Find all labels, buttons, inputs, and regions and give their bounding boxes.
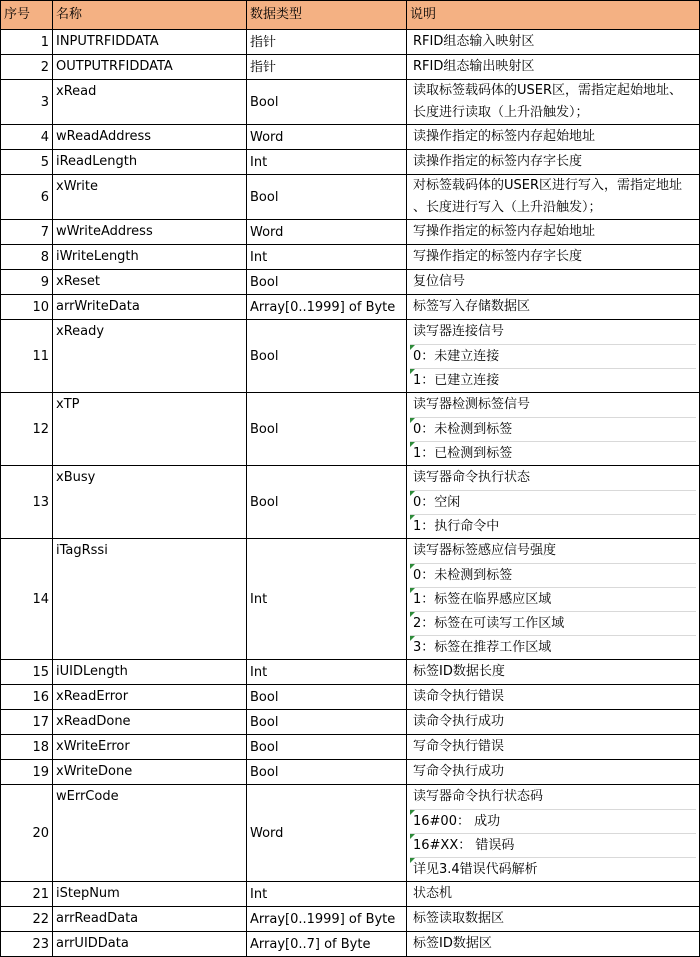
description-line: 标签ID数据长度: [413, 664, 505, 679]
row-description: [407, 125, 700, 150]
table-row: [1, 466, 700, 539]
row-index: 12: [1, 393, 53, 466]
description-line: 16#XX： 错误码: [410, 833, 696, 857]
description-line: 复位信号: [413, 274, 466, 289]
row-index: 1: [1, 30, 53, 55]
table-row: [1, 785, 700, 882]
row-type: Array[0..1999] of Byte: [247, 907, 407, 932]
description-line: 3：标签在推荐工作区域: [410, 635, 696, 659]
description-line: 长度进行读取（上升沿触发）；: [413, 105, 589, 120]
row-name: xReadDone: [53, 710, 247, 735]
description-line: 状态机: [413, 886, 453, 901]
row-description: [407, 907, 700, 932]
row-type: 指针: [247, 30, 407, 55]
description-line: 1：标签在临界感应区域: [410, 587, 696, 611]
table-row: [1, 320, 700, 393]
description-line: 读写器命令执行状态码: [413, 789, 544, 804]
row-type: Int: [247, 150, 407, 175]
row-description: [407, 150, 700, 175]
description-line: 读写器检测标签信号: [413, 397, 531, 412]
row-index: 2: [1, 55, 53, 80]
row-name: OUTPUTRFIDDATA: [53, 55, 247, 80]
row-index: 23: [1, 932, 53, 957]
description-line: 标签ID数据区: [413, 936, 492, 951]
description-line: 读命令执行成功: [413, 714, 505, 729]
description-line: 对标签载码体的USER区进行写入，需指定地址: [413, 178, 683, 193]
row-name: arrWriteData: [53, 295, 247, 320]
row-index: 19: [1, 760, 53, 785]
row-description: [407, 55, 700, 80]
row-index: 22: [1, 907, 53, 932]
table-body: [1, 30, 700, 957]
row-index: 11: [1, 320, 53, 393]
description-line: 标签写入存储数据区: [413, 299, 531, 314]
row-description: [407, 175, 700, 220]
row-description: [407, 320, 700, 393]
row-index: 18: [1, 735, 53, 760]
row-index: 3: [1, 80, 53, 125]
table-row: [1, 393, 700, 466]
row-name: xWriteDone: [53, 760, 247, 785]
row-description: [407, 30, 700, 55]
description-line: 1：已建立连接: [410, 368, 696, 392]
description-line: 、长度进行写入（上升沿触发）；: [413, 200, 602, 215]
table-row: [1, 125, 700, 150]
description-line: 0：空闲: [410, 490, 696, 514]
table-row: [1, 735, 700, 760]
table-row: [1, 220, 700, 245]
row-name: wWriteAddress: [53, 220, 247, 245]
row-name: iWriteLength: [53, 245, 247, 270]
row-type: Int: [247, 882, 407, 907]
row-description: [407, 466, 700, 539]
row-type: Word: [247, 785, 407, 882]
row-name: arrReadData: [53, 907, 247, 932]
row-description: [407, 220, 700, 245]
row-name: iStepNum: [53, 882, 247, 907]
row-index: 7: [1, 220, 53, 245]
row-name: wReadAddress: [53, 125, 247, 150]
table-row: [1, 760, 700, 785]
row-description: [407, 393, 700, 466]
row-type: Bool: [247, 735, 407, 760]
row-type: Int: [247, 660, 407, 685]
header-name: 名称: [53, 1, 247, 30]
row-type: Bool: [247, 393, 407, 466]
row-name: xWrite: [53, 175, 247, 220]
row-index: 15: [1, 660, 53, 685]
description-line: RFID组态输入映射区: [413, 34, 535, 49]
description-line: 0：未建立连接: [410, 344, 696, 368]
row-name: wErrCode: [53, 785, 247, 882]
row-type: Bool: [247, 466, 407, 539]
row-type: Bool: [247, 80, 407, 125]
row-description: [407, 735, 700, 760]
description-line: 写命令执行成功: [413, 764, 505, 779]
row-name: iReadLength: [53, 150, 247, 175]
header-row: [1, 1, 700, 30]
row-type: Bool: [247, 710, 407, 735]
table-row: [1, 932, 700, 957]
description-line: 写操作指定的标签内存字长度: [413, 249, 583, 264]
description-line: 2：标签在可读写工作区域: [410, 611, 696, 635]
row-index: 10: [1, 295, 53, 320]
row-index: 20: [1, 785, 53, 882]
row-type: Int: [247, 539, 407, 660]
row-description: [407, 932, 700, 957]
description-line: 写命令执行错误: [413, 739, 505, 754]
row-description: [407, 710, 700, 735]
description-line: 16#00： 成功: [410, 809, 696, 833]
table-row: [1, 80, 700, 125]
table-row: [1, 55, 700, 80]
row-type: Bool: [247, 175, 407, 220]
row-type: Word: [247, 125, 407, 150]
description-line: 读操作指定的标签内存起始地址: [413, 129, 596, 144]
table-row: [1, 295, 700, 320]
table-row: [1, 175, 700, 220]
row-index: 4: [1, 125, 53, 150]
row-type: Array[0..7] of Byte: [247, 932, 407, 957]
description-line: 读操作指定的标签内存字长度: [413, 154, 583, 169]
row-type: Array[0..1999] of Byte: [247, 295, 407, 320]
row-index: 17: [1, 710, 53, 735]
row-type: Bool: [247, 270, 407, 295]
row-description: [407, 295, 700, 320]
row-name: arrUIDData: [53, 932, 247, 957]
row-name: xRead: [53, 80, 247, 125]
row-type: Bool: [247, 760, 407, 785]
row-index: 21: [1, 882, 53, 907]
description-line: 读取标签载码体的USER区，需指定起始地址、: [413, 83, 683, 98]
description-line: 读写器标签感应信号强度: [413, 543, 557, 558]
table-row: [1, 245, 700, 270]
row-type: Bool: [247, 685, 407, 710]
row-description: [407, 785, 700, 882]
table-row: [1, 685, 700, 710]
row-index: 13: [1, 466, 53, 539]
table-row: [1, 660, 700, 685]
row-name: INPUTRFIDDATA: [53, 30, 247, 55]
row-description: [407, 760, 700, 785]
row-description: [407, 245, 700, 270]
description-line: 标签读取数据区: [413, 911, 505, 926]
description-line: 读写器连接信号: [413, 324, 505, 339]
description-line: 读写器命令执行状态: [413, 470, 531, 485]
row-type: Word: [247, 220, 407, 245]
table-row: [1, 882, 700, 907]
description-line: 读命令执行错误: [413, 689, 505, 704]
row-index: 9: [1, 270, 53, 295]
description-line: 详见3.4错误代码解析: [410, 857, 696, 881]
row-name: xWriteError: [53, 735, 247, 760]
row-index: 6: [1, 175, 53, 220]
row-description: [407, 660, 700, 685]
description-line: 1：已检测到标签: [410, 441, 696, 465]
row-index: 8: [1, 245, 53, 270]
description-line: 1：执行命令中: [410, 514, 696, 538]
table-row: [1, 710, 700, 735]
description-line: RFID组态输出映射区: [413, 59, 535, 74]
header-desc: 说明: [407, 1, 700, 30]
row-name: iTagRssi: [53, 539, 247, 660]
description-line: 0：未检测到标签: [410, 563, 696, 587]
description-line: 0：未检测到标签: [410, 417, 696, 441]
row-type: Int: [247, 245, 407, 270]
header-type: 数据类型: [247, 1, 407, 30]
table-row: [1, 907, 700, 932]
row-description: [407, 882, 700, 907]
table-row: [1, 270, 700, 295]
row-type: 指针: [247, 55, 407, 80]
table-row: [1, 30, 700, 55]
row-description: [407, 270, 700, 295]
row-description: [407, 539, 700, 660]
row-description: [407, 80, 700, 125]
row-name: iUIDLength: [53, 660, 247, 685]
row-name: xReadError: [53, 685, 247, 710]
row-description: [407, 685, 700, 710]
description-line: 写操作指定的标签内存起始地址: [413, 224, 596, 239]
row-name: xReset: [53, 270, 247, 295]
row-name: xReady: [53, 320, 247, 393]
row-name: xBusy: [53, 466, 247, 539]
table-row: [1, 539, 700, 660]
table-row: [1, 150, 700, 175]
row-index: 16: [1, 685, 53, 710]
row-type: Bool: [247, 320, 407, 393]
header-index: 序号: [1, 1, 53, 30]
row-index: 14: [1, 539, 53, 660]
row-name: xTP: [53, 393, 247, 466]
row-index: 5: [1, 150, 53, 175]
